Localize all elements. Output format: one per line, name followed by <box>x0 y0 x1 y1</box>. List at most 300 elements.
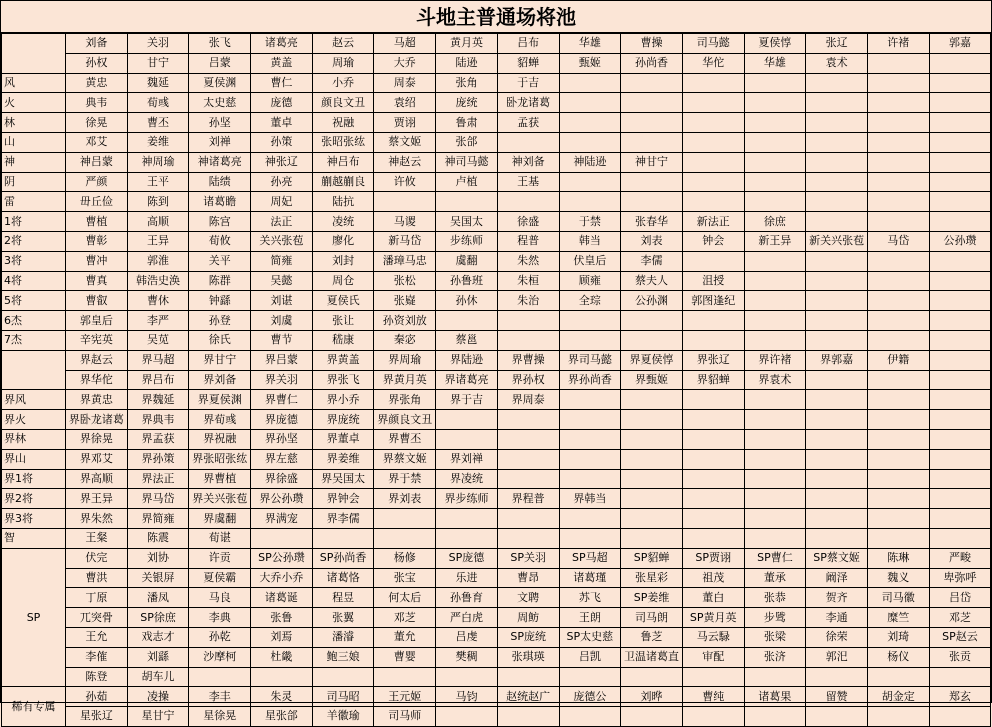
hero-cell: 关银屏 <box>127 568 189 588</box>
hero-cell <box>682 132 744 152</box>
hero-cell: 曹婴 <box>374 647 436 667</box>
category-label: 6杰 <box>2 311 66 331</box>
hero-cell: 秦宓 <box>374 330 436 350</box>
hero-cell: 界卧龙诸葛 <box>66 410 128 430</box>
table-row <box>2 172 991 192</box>
hero-cell <box>559 192 621 212</box>
hero-cell: 界关羽 <box>251 370 313 390</box>
hero-cell <box>682 93 744 113</box>
hero-cell <box>682 192 744 212</box>
hero-cell: 曹休 <box>127 291 189 311</box>
hero-cell: 诸葛亮 <box>251 34 313 54</box>
hero-cell: 界满宠 <box>251 509 313 529</box>
hero-cell: 诸葛诞 <box>251 588 313 608</box>
hero-cell: 界关兴张苞 <box>189 489 251 509</box>
hero-cell: 许攸 <box>374 172 436 192</box>
hero-cell <box>682 152 744 172</box>
hero-cell <box>682 410 744 430</box>
hero-cell: 刘备 <box>66 34 128 54</box>
hero-cell <box>621 330 683 350</box>
hero-cell: 曹叡 <box>66 291 128 311</box>
hero-cell <box>929 113 991 133</box>
hero-cell: SP公孙瓒 <box>251 548 313 568</box>
hero-cell: 夏侯惇 <box>744 34 806 54</box>
category-label: 界林 <box>2 429 66 449</box>
hero-cell: 荀彧 <box>127 93 189 113</box>
hero-cell: 界徐晃 <box>66 429 128 449</box>
category-label: 界风 <box>2 390 66 410</box>
hero-cell: 周泰 <box>374 73 436 93</box>
hero-cell: 吕岱 <box>929 588 991 608</box>
hero-cell <box>559 93 621 113</box>
hero-cell: 张让 <box>312 311 374 331</box>
hero-cell: 董白 <box>682 588 744 608</box>
hero-cell <box>867 132 929 152</box>
hero-cell <box>436 192 498 212</box>
hero-cell: 张郃 <box>436 132 498 152</box>
category-label: 5将 <box>2 291 66 311</box>
hero-cell: 曹植 <box>66 212 128 232</box>
hero-cell: 黄忠 <box>66 73 128 93</box>
table-row <box>2 34 991 54</box>
hero-cell <box>806 212 868 232</box>
hero-cell: 诸葛瞻 <box>189 192 251 212</box>
hero-cell: 界高顺 <box>66 469 128 489</box>
hero-cell: 钟繇 <box>189 291 251 311</box>
hero-cell: 界黄忠 <box>66 390 128 410</box>
table-row <box>2 330 991 350</box>
hero-cell: 简雍 <box>251 251 313 271</box>
hero-cell: 张星彩 <box>621 568 683 588</box>
hero-cell: 杜畿 <box>251 647 313 667</box>
hero-cell <box>621 449 683 469</box>
hero-cell <box>867 311 929 331</box>
hero-cell: 夏侯霸 <box>189 568 251 588</box>
hero-cell: 马岱 <box>867 231 929 251</box>
hero-cell <box>806 192 868 212</box>
hero-cell: 界许褚 <box>744 350 806 370</box>
hero-cell: 星甘宁 <box>127 707 189 727</box>
category-label: 界山 <box>2 449 66 469</box>
hero-cell <box>621 113 683 133</box>
hero-cell: 何太后 <box>374 588 436 608</box>
hero-cell: 关兴张苞 <box>251 231 313 251</box>
hero-cell: 庞德公 <box>559 687 621 707</box>
hero-cell: 廖化 <box>312 231 374 251</box>
hero-cell: 孙鲁班 <box>436 271 498 291</box>
hero-cell <box>867 93 929 113</box>
hero-cell <box>744 410 806 430</box>
hero-cell <box>744 113 806 133</box>
hero-cell: 程昱 <box>312 588 374 608</box>
hero-cell <box>559 707 621 727</box>
hero-cell: 乐进 <box>436 568 498 588</box>
hero-cell: 周瑜 <box>312 53 374 73</box>
hero-cell: 界左慈 <box>251 449 313 469</box>
hero-cell <box>806 528 868 548</box>
hero-cell <box>929 53 991 73</box>
hero-cell: 邓芝 <box>374 608 436 628</box>
hero-cell: 诸葛果 <box>744 687 806 707</box>
hero-cell: 神甘宁 <box>621 152 683 172</box>
hero-cell: 孙资刘放 <box>374 311 436 331</box>
hero-cell <box>929 192 991 212</box>
hero-cell: 司马懿 <box>682 34 744 54</box>
table-row <box>2 53 991 73</box>
table-row <box>2 647 991 667</box>
hero-cell: 卢植 <box>436 172 498 192</box>
hero-cell <box>744 449 806 469</box>
hero-cell <box>806 667 868 687</box>
hero-cell: 界蔡文姬 <box>374 449 436 469</box>
hero-cell: 界颜良文丑 <box>374 410 436 430</box>
hero-cell: 黄月英 <box>436 34 498 54</box>
hero-cell: 毌丘俭 <box>66 192 128 212</box>
hero-cell: SP关羽 <box>497 548 559 568</box>
hero-cell <box>374 528 436 548</box>
hero-cell: 貂蝉 <box>497 53 559 73</box>
hero-cell: 界孙尚香 <box>559 370 621 390</box>
hero-cell: 张翼 <box>312 608 374 628</box>
hero-cell <box>867 469 929 489</box>
hero-cell: 王朗 <box>559 608 621 628</box>
hero-cell: 曹冲 <box>66 251 128 271</box>
table-row <box>2 707 991 727</box>
hero-cell <box>929 370 991 390</box>
hero-cell: 界刘表 <box>374 489 436 509</box>
hero-cell <box>559 132 621 152</box>
hero-cell: 陈登 <box>66 667 128 687</box>
hero-cell <box>929 330 991 350</box>
hero-cell: 许褚 <box>867 34 929 54</box>
hero-cell <box>621 172 683 192</box>
hero-cell <box>312 528 374 548</box>
table-row <box>2 509 991 529</box>
hero-cell <box>744 73 806 93</box>
hero-cell <box>867 172 929 192</box>
table-row <box>2 152 991 172</box>
hero-cell: 界曹丕 <box>374 429 436 449</box>
hero-cell <box>744 330 806 350</box>
hero-cell: 吴懿 <box>251 271 313 291</box>
hero-cell <box>497 667 559 687</box>
hero-cell <box>744 291 806 311</box>
hero-cell: 庞德 <box>251 93 313 113</box>
hero-cell: 樊稠 <box>436 647 498 667</box>
hero-cell: 沙摩柯 <box>189 647 251 667</box>
hero-cell: 星徐晃 <box>189 707 251 727</box>
hero-cell: 界华佗 <box>66 370 128 390</box>
hero-cell <box>744 251 806 271</box>
hero-cell: 步骘 <box>744 608 806 628</box>
hero-cell: 卑弥呼 <box>929 568 991 588</box>
hero-cell: 界邓艾 <box>66 449 128 469</box>
hero-cell: 公孙渊 <box>621 291 683 311</box>
hero-cell: 阚泽 <box>806 568 868 588</box>
hero-cell <box>189 667 251 687</box>
table-row <box>2 469 991 489</box>
table-row <box>2 548 991 568</box>
hero-cell <box>806 370 868 390</box>
hero-cell: 严畯 <box>929 548 991 568</box>
hero-cell: 周妃 <box>251 192 313 212</box>
hero-cell: 曹节 <box>251 330 313 350</box>
hero-cell <box>436 528 498 548</box>
hero-cell: 神诸葛亮 <box>189 152 251 172</box>
hero-cell <box>806 509 868 529</box>
table-row <box>2 489 991 509</box>
hero-cell: 神吕蒙 <box>66 152 128 172</box>
hero-cell <box>744 429 806 449</box>
hero-cell: 吕虔 <box>436 627 498 647</box>
hero-cell: 界黄月英 <box>374 370 436 390</box>
hero-cell <box>621 93 683 113</box>
hero-cell: 界曹植 <box>189 469 251 489</box>
hero-cell: 董卓 <box>251 113 313 133</box>
hero-cell: 郭皇后 <box>66 311 128 331</box>
hero-cell: 曹纯 <box>682 687 744 707</box>
hero-cell: 新法正 <box>682 212 744 232</box>
hero-cell: 孙亮 <box>251 172 313 192</box>
hero-cell: 张宝 <box>374 568 436 588</box>
category-label <box>2 34 66 74</box>
hero-cell: 贾诩 <box>374 113 436 133</box>
hero-cell <box>497 528 559 548</box>
hero-cell: 郭嘉 <box>929 34 991 54</box>
hero-cell: 界小乔 <box>312 390 374 410</box>
hero-cell: 界张辽 <box>682 350 744 370</box>
hero-cell: 张飞 <box>189 34 251 54</box>
hero-cell <box>251 528 313 548</box>
hero-cell: 王元姬 <box>374 687 436 707</box>
category-label: 火 <box>2 93 66 113</box>
hero-cell: 董允 <box>374 627 436 647</box>
hero-cell <box>806 311 868 331</box>
hero-cell <box>929 291 991 311</box>
hero-cell <box>621 429 683 449</box>
hero-cell: 夏侯渊 <box>189 73 251 93</box>
hero-cell <box>806 271 868 291</box>
hero-cell: 界简雍 <box>127 509 189 529</box>
hero-cell: SP徐庶 <box>127 608 189 628</box>
hero-cell: SP黄月英 <box>682 608 744 628</box>
category-label: 2将 <box>2 231 66 251</box>
hero-cell: 界庞德 <box>251 410 313 430</box>
hero-cell: 界孙策 <box>127 449 189 469</box>
hero-cell: 文聘 <box>497 588 559 608</box>
hero-cell <box>682 429 744 449</box>
hero-cell: 赵云 <box>312 34 374 54</box>
hero-cell: 界黄盖 <box>312 350 374 370</box>
hero-cell: 界司马懿 <box>559 350 621 370</box>
hero-cell <box>867 509 929 529</box>
hero-cell <box>251 667 313 687</box>
hero-cell <box>929 410 991 430</box>
table-row <box>2 608 991 628</box>
hero-cell <box>929 390 991 410</box>
hero-cell <box>806 113 868 133</box>
hero-cell: 司马师 <box>374 707 436 727</box>
hero-cell: 留赞 <box>806 687 868 707</box>
hero-cell: 陈到 <box>127 192 189 212</box>
hero-cell <box>744 469 806 489</box>
hero-cell: 于禁 <box>559 212 621 232</box>
hero-cell <box>806 469 868 489</box>
hero-cell: 李丰 <box>189 687 251 707</box>
table-row <box>2 627 991 647</box>
hero-cell: 丁原 <box>66 588 128 608</box>
hero-cell <box>436 410 498 430</box>
hero-cell: 祝融 <box>312 113 374 133</box>
hero-cell: 马钧 <box>436 687 498 707</box>
hero-cell: 蔡夫人 <box>621 271 683 291</box>
hero-cell <box>559 410 621 430</box>
hero-cell <box>744 192 806 212</box>
table-row <box>2 350 991 370</box>
hero-cell: 界甘宁 <box>189 350 251 370</box>
hero-cell <box>621 509 683 529</box>
hero-cell: 界公孙瓒 <box>251 489 313 509</box>
hero-cell: 界张飞 <box>312 370 374 390</box>
hero-cell: 界法正 <box>127 469 189 489</box>
hero-cell <box>744 707 806 727</box>
hero-cell: 马谡 <box>374 212 436 232</box>
hero-cell <box>929 311 991 331</box>
hero-cell <box>682 449 744 469</box>
hero-cell <box>867 53 929 73</box>
hero-cell <box>744 509 806 529</box>
hero-cell: 伊籍 <box>867 350 929 370</box>
table-row <box>2 370 991 390</box>
hero-cell: 界典韦 <box>127 410 189 430</box>
hero-cell: 界李儒 <box>312 509 374 529</box>
hero-cell <box>682 390 744 410</box>
hero-cell: 孙茹 <box>66 687 128 707</box>
hero-cell <box>929 73 991 93</box>
hero-cell <box>806 291 868 311</box>
hero-cell: 戏志才 <box>127 627 189 647</box>
hero-cell: 吕布 <box>497 34 559 54</box>
hero-cell: SP庞德 <box>436 548 498 568</box>
hero-cell: 许贡 <box>189 548 251 568</box>
hero-cell: 张昭张纮 <box>312 132 374 152</box>
hero-cell <box>929 271 991 291</box>
hero-cell: 凌统 <box>312 212 374 232</box>
hero-cell: 韩浩史涣 <box>127 271 189 291</box>
hero-cell <box>497 707 559 727</box>
hero-cell: 郭图逢纪 <box>682 291 744 311</box>
hero-cell <box>436 429 498 449</box>
hero-cell: 界孙权 <box>497 370 559 390</box>
hero-cell: 步练师 <box>436 231 498 251</box>
hero-cell <box>929 489 991 509</box>
hero-cell <box>621 489 683 509</box>
hero-cell <box>559 469 621 489</box>
hero-cell <box>374 509 436 529</box>
hero-cell: 刘表 <box>621 231 683 251</box>
hero-cell <box>497 330 559 350</box>
hero-cell <box>621 707 683 727</box>
hero-cell <box>497 410 559 430</box>
hero-cell: 马良 <box>189 588 251 608</box>
hero-cell: 张角 <box>436 73 498 93</box>
hero-cell: 王异 <box>127 231 189 251</box>
hero-cell: 祖茂 <box>682 568 744 588</box>
category-label: 3将 <box>2 251 66 271</box>
table-row <box>2 251 991 271</box>
hero-cell <box>867 152 929 172</box>
hero-cell: 李通 <box>806 608 868 628</box>
hero-cell <box>929 667 991 687</box>
hero-cell <box>682 73 744 93</box>
hero-cell <box>929 212 991 232</box>
hero-cell: 陆逊 <box>436 53 498 73</box>
hero-cell: 潘璋马忠 <box>374 251 436 271</box>
table-row <box>2 291 991 311</box>
hero-cell: 徐荣 <box>806 627 868 647</box>
table-row <box>2 113 991 133</box>
hero-cell: 界吴国太 <box>312 469 374 489</box>
hero-cell: 张鲁 <box>251 608 313 628</box>
hero-cell <box>374 192 436 212</box>
hero-cell: 界凌统 <box>436 469 498 489</box>
hero-cell <box>867 528 929 548</box>
hero-cell <box>806 449 868 469</box>
hero-cell <box>682 330 744 350</box>
hero-cell <box>312 667 374 687</box>
hero-cell <box>806 251 868 271</box>
hero-cell: 刘禅 <box>189 132 251 152</box>
hero-cell: 刘焉 <box>251 627 313 647</box>
hero-cell: 界董卓 <box>312 429 374 449</box>
hero-cell: 朱桓 <box>497 271 559 291</box>
hero-cell: 司马昭 <box>312 687 374 707</box>
hero-cell: 杨仪 <box>867 647 929 667</box>
table-row <box>2 212 991 232</box>
hero-cell <box>867 192 929 212</box>
table-row <box>2 132 991 152</box>
hero-cell: 胡车儿 <box>127 667 189 687</box>
hero-cell: 界于禁 <box>374 469 436 489</box>
hero-cell: 陈震 <box>127 528 189 548</box>
hero-cell: SP蔡文姬 <box>806 548 868 568</box>
hero-cell: 小乔 <box>312 73 374 93</box>
table-row <box>2 231 991 251</box>
hero-cell <box>682 528 744 548</box>
hero-cell: 孟获 <box>497 113 559 133</box>
hero-cell: 赵统赵广 <box>497 687 559 707</box>
hero-cell <box>744 271 806 291</box>
hero-cell: 典韦 <box>66 93 128 113</box>
hero-cell <box>929 429 991 449</box>
hero-cell: 新马岱 <box>374 231 436 251</box>
hero-cell <box>559 449 621 469</box>
hero-cell <box>682 469 744 489</box>
hero-cell: 王允 <box>66 627 128 647</box>
hero-cell: 马超 <box>374 34 436 54</box>
hero-cell <box>682 311 744 331</box>
hero-cell <box>929 251 991 271</box>
hero-cell: 司马徽 <box>867 588 929 608</box>
hero-cell: 张恭 <box>744 588 806 608</box>
hero-cell: 新关兴张苞 <box>806 231 868 251</box>
category-label: 界3将 <box>2 509 66 529</box>
hero-cell: 界周瑜 <box>374 350 436 370</box>
hero-cell: 陈宫 <box>189 212 251 232</box>
category-label: SP <box>2 548 66 687</box>
hero-cell: 伏皇后 <box>559 251 621 271</box>
hero-cell: 刘晔 <box>621 687 683 707</box>
